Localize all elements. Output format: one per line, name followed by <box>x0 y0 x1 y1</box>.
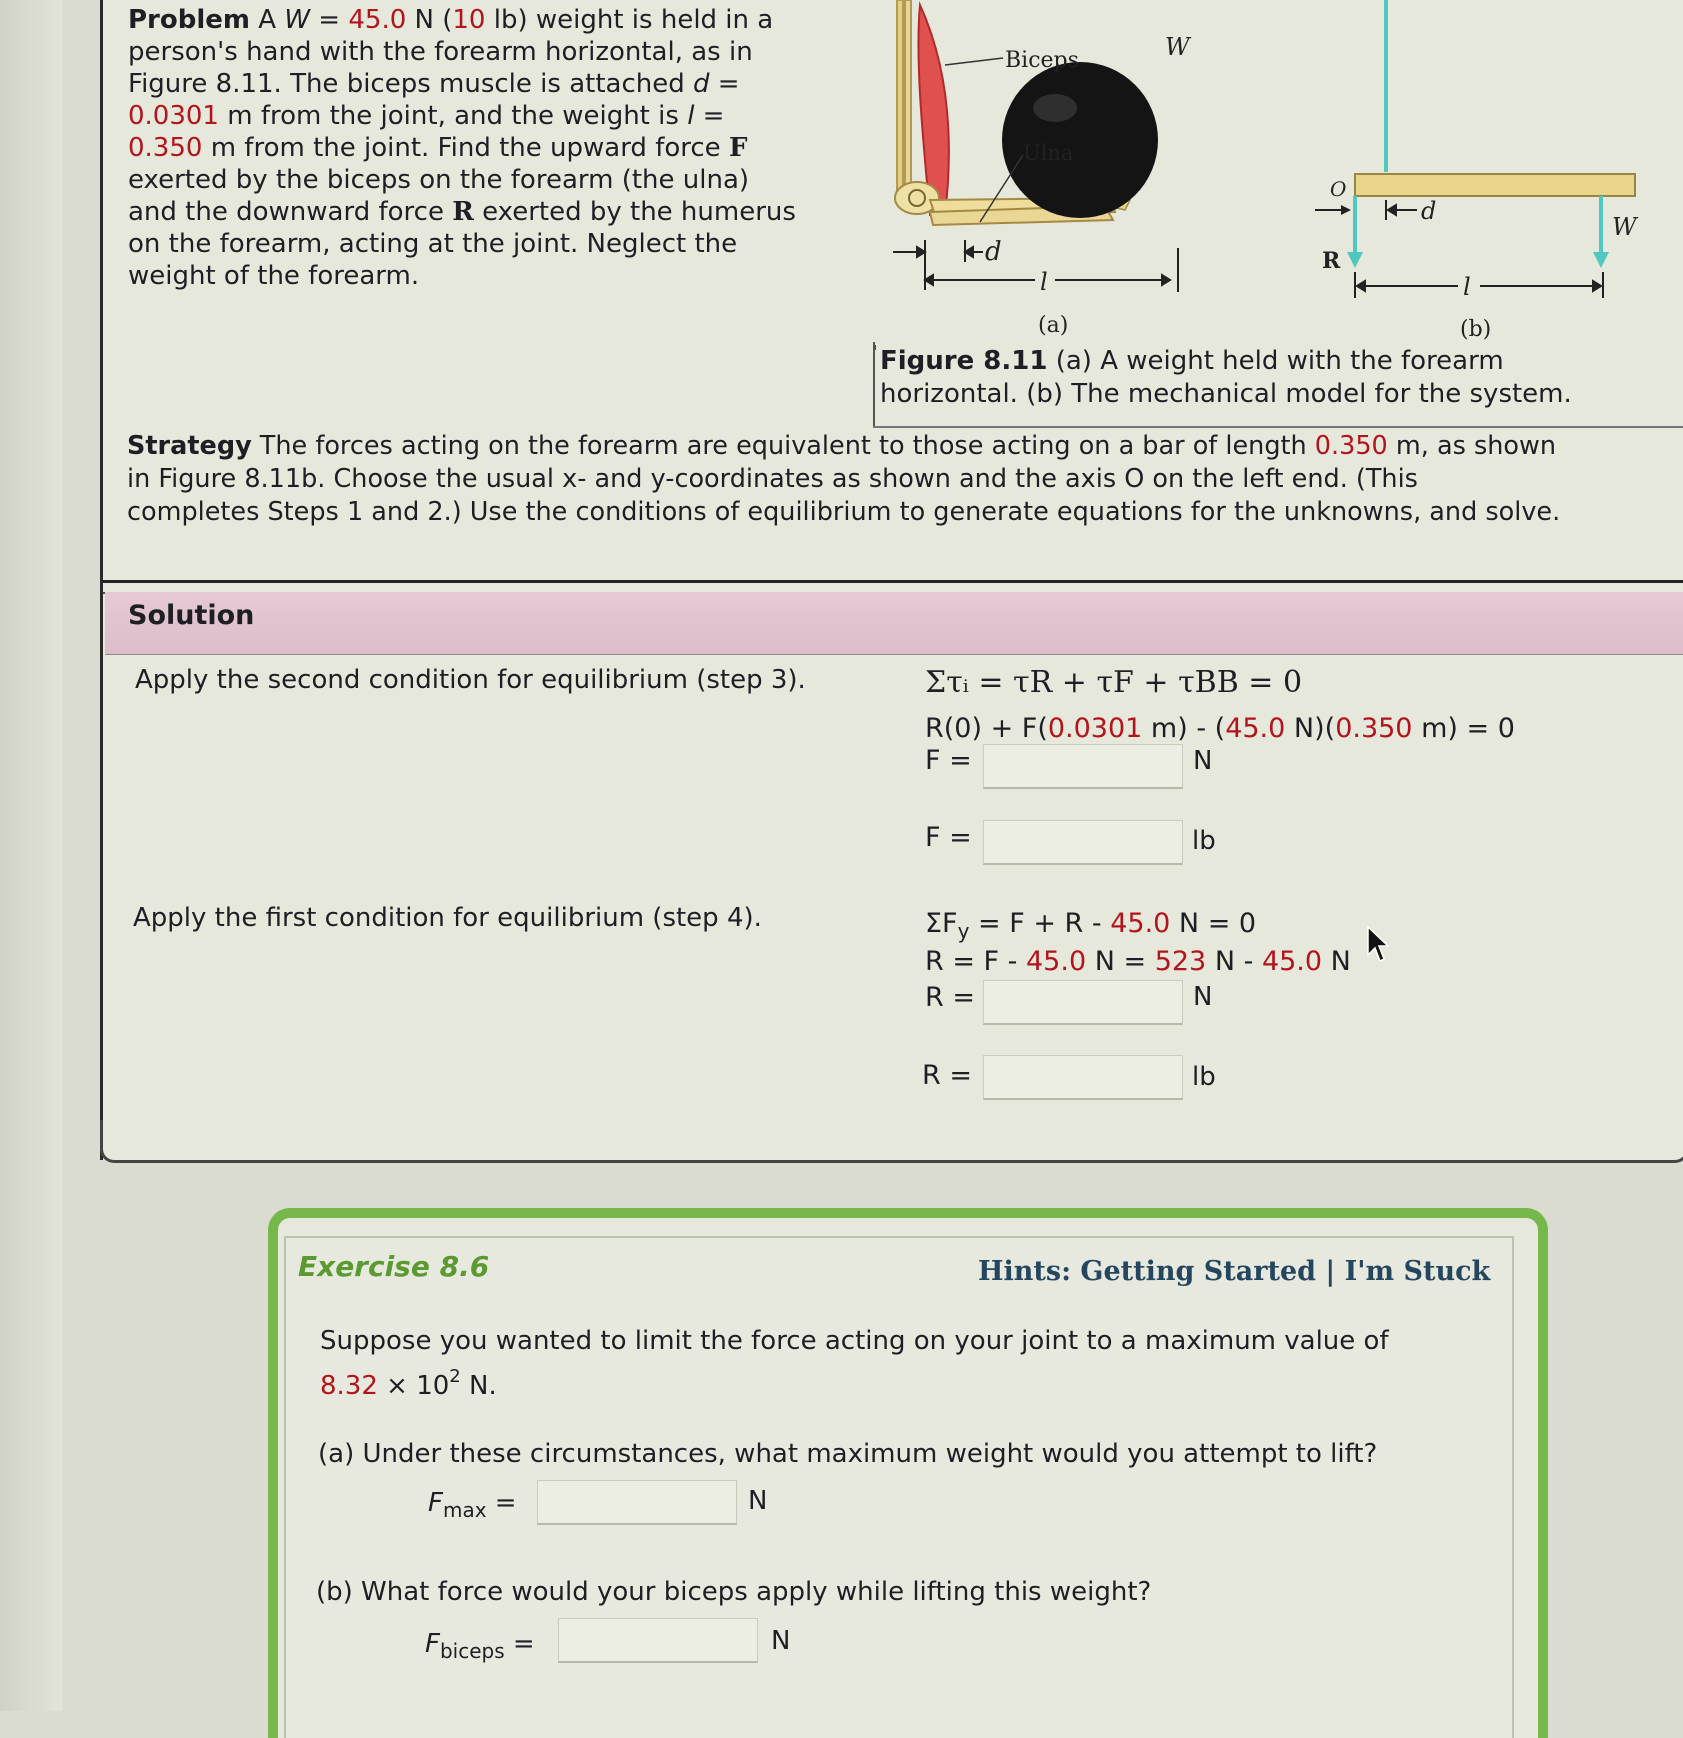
dimension-l-b <box>1355 272 1603 298</box>
f-vector <box>729 133 747 163</box>
caption-text: (a) A weight held with the forearm <box>1047 346 1504 376</box>
fbiceps-input[interactable] <box>558 1618 758 1663</box>
text: lb) weight is held in a <box>485 5 774 35</box>
dimension-l-a <box>925 248 1178 292</box>
text: A <box>250 5 285 35</box>
w-label-a: W <box>1165 33 1190 61</box>
text: N - <box>1206 946 1262 977</box>
text: The forces acting on the forearm are equivalent to those acting on a bar of length <box>251 431 1315 461</box>
fbiceps-label <box>425 1626 535 1669</box>
caption-border <box>873 342 875 428</box>
text: R(0) + F( <box>925 713 1048 744</box>
d-symbol: d <box>692 69 710 99</box>
text: N. <box>460 1371 497 1401</box>
text: Suppose you wanted to limit the force acting on your joint to a maximum value of <box>320 1326 1389 1356</box>
problem-label: Problem <box>128 5 250 35</box>
r-newton-unit: N <box>1193 982 1213 1012</box>
text: and the downward force <box>128 197 453 227</box>
exercise-intro <box>320 1323 1500 1404</box>
l-symbol: l <box>687 101 695 131</box>
r-newton-input[interactable] <box>983 980 1183 1025</box>
r-label: R <box>1322 248 1341 274</box>
text: in Figure 8.11b. Choose the usual x- and y-coordinates as shown and the axis O on the left end. (This <box>127 464 1418 494</box>
f-pound-unit: lb <box>1192 826 1216 856</box>
weight-lb-value: 10 <box>452 5 486 35</box>
text: m) - ( <box>1142 713 1226 744</box>
origin-label: O <box>1330 177 1347 201</box>
text: R = F - <box>925 946 1026 977</box>
strategy-text <box>127 430 1672 529</box>
torque-equation: Στᵢ = τR + τF + τBB = 0 <box>925 665 1303 700</box>
caption-text: horizontal. (b) The mechanical model for the system. <box>880 379 1572 409</box>
f-newton-input[interactable] <box>983 744 1183 789</box>
biceps-label: Biceps <box>1005 48 1079 73</box>
eq-w-value: 45.0 <box>1225 713 1286 744</box>
text: on the forearm, acting at the joint. Neglect the <box>128 229 738 259</box>
text: N = <box>1086 946 1155 977</box>
text: N <box>1322 946 1351 977</box>
exercise-title: Exercise 8.6 <box>298 1250 490 1283</box>
problem-statement <box>128 4 848 292</box>
l-label-a: l <box>1040 268 1048 296</box>
f-pound-input[interactable] <box>983 820 1183 865</box>
dimension-d-a <box>893 240 983 290</box>
text: person's hand with the forearm horizontal, as in <box>128 37 753 67</box>
r-pound-label: R = <box>922 1060 972 1091</box>
solution-header-bar <box>105 592 1683 655</box>
dimension-d-b <box>1386 200 1417 220</box>
text: weight of the forearm. <box>128 261 420 291</box>
text: F <box>428 1488 443 1518</box>
text: = F + R - <box>969 908 1111 939</box>
caption-border-bottom <box>873 426 1683 428</box>
hints-links[interactable]: Hints: Getting Started | I'm Stuck <box>978 1256 1491 1287</box>
max-force-exponent: 2 <box>449 1366 461 1387</box>
subscript: y <box>957 919 970 943</box>
subscript: biceps <box>439 1639 505 1663</box>
text: = <box>310 5 349 35</box>
text: m, as shown <box>1387 431 1557 461</box>
weight-value: 45.0 <box>348 5 407 35</box>
r-eq-f-value: 523 <box>1154 946 1207 977</box>
text: F <box>425 1629 440 1659</box>
divider <box>103 580 1683 583</box>
strategy-label: Strategy <box>127 431 252 461</box>
d-value: 0.0301 <box>128 101 219 131</box>
part-b-question: (b) What force would your biceps apply while lifting this weight? <box>316 1577 1152 1607</box>
text: completes Steps 1 and 2.) Use the conditions of equilibrium to generate equations for the unknowns, and solve. <box>127 497 1561 527</box>
bar-length-value: 0.350 <box>1314 431 1388 461</box>
r-newton-label: R = <box>925 982 975 1013</box>
text: N)( <box>1285 713 1336 744</box>
text: m from the joint. Find the upward force <box>202 133 729 163</box>
text: N ( <box>406 5 453 35</box>
r-pound-unit: lb <box>1192 1062 1216 1092</box>
f-newton-unit: N <box>1193 746 1213 776</box>
d-label-a: d <box>985 237 1002 267</box>
subscript: max <box>442 1498 487 1522</box>
text: ΣF <box>925 908 958 939</box>
panel-bottom-edge <box>100 1120 1683 1163</box>
w-symbol: W <box>284 5 311 35</box>
text: N = 0 <box>1170 908 1257 939</box>
r-vector-letter: R <box>452 197 474 227</box>
eq-d-value: 0.0301 <box>1047 713 1143 744</box>
w-label-b: W <box>1612 213 1637 241</box>
text: = <box>694 101 725 131</box>
r-vector <box>452 197 474 227</box>
step4-label: Apply the first condition for equilibrium (step 4). <box>133 903 762 933</box>
f-vector-letter: F <box>728 133 748 163</box>
r-pound-input[interactable] <box>983 1055 1183 1100</box>
l-value: 0.350 <box>128 133 203 163</box>
text: × 10 <box>377 1371 450 1401</box>
text: = <box>709 69 740 99</box>
r-equation <box>925 946 1351 977</box>
sum-w-value: 45.0 <box>1110 908 1171 939</box>
step3-label: Apply the second condition for equilibrium (step 3). <box>135 665 806 695</box>
text: = <box>486 1488 517 1518</box>
fbiceps-unit: N <box>771 1626 791 1656</box>
page-margin <box>0 0 62 1711</box>
f-pound-label: F = <box>925 822 972 853</box>
caption-title: Figure 8.11 <box>880 346 1048 376</box>
force-sum-equation <box>925 908 1256 943</box>
text: exerted by the biceps on the forearm (the ulna) <box>128 165 750 195</box>
r-eq-w-value: 45.0 <box>1026 946 1087 977</box>
text: = <box>504 1629 535 1659</box>
label-b: (b) <box>1460 317 1492 342</box>
d-label-b: d <box>1421 197 1437 225</box>
eq-l-value: 0.350 <box>1335 713 1413 744</box>
r-eq-w2-value: 45.0 <box>1261 946 1323 977</box>
label-a: (a) <box>1038 313 1069 338</box>
figure-caption <box>880 345 1670 411</box>
part-a-question: (a) Under these circumstances, what maximum weight would you attempt to lift? <box>318 1439 1378 1469</box>
ulna-label: Ulna <box>1023 141 1074 165</box>
forearm-bar <box>1355 174 1635 196</box>
text: Figure 8.11. The biceps muscle is attached <box>128 69 693 99</box>
figure-8-11 <box>875 0 1683 350</box>
f-newton-label: F = <box>925 745 972 776</box>
fmax-label <box>428 1485 517 1528</box>
text: exerted by the humerus <box>473 197 796 227</box>
fmax-unit: N <box>748 1486 768 1516</box>
text: m) = 0 <box>1412 713 1515 744</box>
weight-ball <box>1002 62 1158 218</box>
l-label-b: l <box>1463 273 1471 301</box>
text: m from the joint, and the weight is <box>218 101 688 131</box>
fmax-input[interactable] <box>537 1480 737 1525</box>
solution-title: Solution <box>128 600 255 631</box>
torque-substitution <box>925 713 1515 744</box>
max-force-mantissa: 8.32 <box>320 1371 378 1401</box>
mouse-cursor-icon <box>1366 925 1390 965</box>
